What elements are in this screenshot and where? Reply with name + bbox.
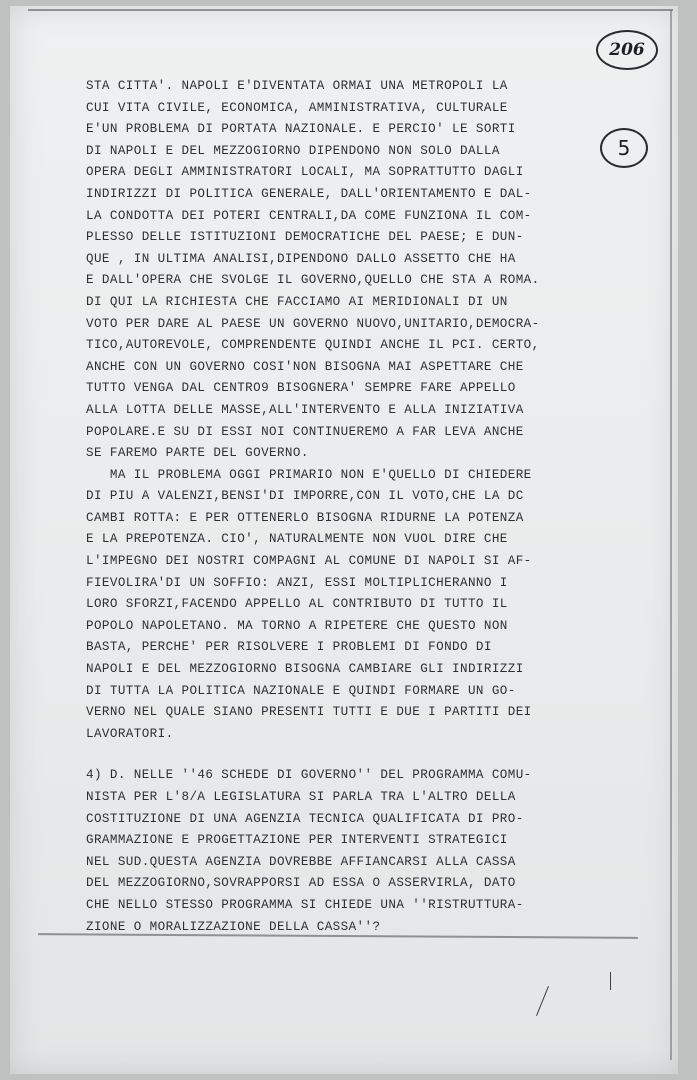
top-page-edge: [28, 9, 673, 11]
text-line: E DALL'OPERA CHE SVOLGE IL GOVERNO,QUELLO CHE STA A ROMA.: [86, 273, 540, 288]
question-line: CHE NELLO STESSO PROGRAMMA SI CHIEDE UNA ''RISTRUTTURA-: [86, 897, 524, 912]
question-line: COSTITUZIONE DI UNA AGENZIA TECNICA QUALIFICATA DI PRO-: [86, 811, 524, 826]
text-line: DI TUTTA LA POLITICA NAZIONALE E QUINDI FORMARE UN GO-: [86, 683, 516, 698]
text-line: VOTO PER DARE AL PAESE UN GOVERNO NUOVO,UNITARIO,DEMOCRA-: [86, 316, 540, 331]
tick-mark: [610, 972, 611, 990]
text-line: POPOLO NAPOLETANO. MA TORNO A RIPETERE CHE QUESTO NON: [86, 618, 508, 633]
text-line: ANCHE CON UN GOVERNO COSI'NON BISOGNA MAI ASPETTARE CHE: [86, 359, 524, 374]
text-line: VERNO NEL QUALE SIANO PRESENTI TUTTI E DUE I PARTITI DEI: [86, 705, 532, 720]
text-line: PLESSO DELLE ISTITUZIONI DEMOCRATICHE DEL PAESE; E DUN-: [86, 230, 524, 245]
text-line: L'IMPEGNO DEI NOSTRI COMPAGNI AL COMUNE DI NAPOLI SI AF-: [86, 554, 532, 569]
text-line: DI QUI LA RICHIESTA CHE FACCIAMO AI MERIDIONALI DI UN: [86, 294, 508, 309]
question-paragraph: [86, 767, 566, 940]
text-line: OPERA DEGLI AMMINISTRATORI LOCALI, MA SOPRATTUTTO DAGLI: [86, 165, 524, 180]
text-line: ALLA LOTTA DELLE MASSE,ALL'INTERVENTO E ALLA INIZIATIVA: [86, 402, 524, 417]
text-line: QUE , IN ULTIMA ANALISI,DIPENDONO DALLO ASSETTO CHE HA: [86, 251, 516, 266]
text-line: STA CITTA'. NAPOLI E'DIVENTATA ORMAI UNA METROPOLI LA: [86, 79, 508, 93]
text-line: SE FAREMO PARTE DEL GOVERNO.: [86, 446, 309, 461]
text-line: E'UN PROBLEMA DI PORTATA NAZIONALE. E PERCIO' LE SORTI: [86, 122, 516, 137]
text-line: E LA PREPOTENZA. CIO', NATURALMENTE NON VUOL DIRE CHE: [86, 532, 508, 547]
body-paragraphs: [86, 78, 566, 747]
text-line: LAVORATORI.: [86, 726, 174, 741]
text-line: MA IL PROBLEMA OGGI PRIMARIO NON E'QUELLO DI CHIEDERE: [86, 467, 532, 482]
text-line: NAPOLI E DEL MEZZOGIORNO BISOGNA CAMBIARE GLI INDIRIZZI: [86, 662, 524, 677]
typewritten-text: [86, 78, 566, 940]
text-line: CUI VITA CIVILE, ECONOMICA, AMMINISTRATIVA, CULTURALE: [86, 100, 508, 115]
question-line: ZIONE O MORALIZZAZIONE DELLA CASSA''?: [86, 919, 381, 934]
text-line: TUTTO VENGA DAL CENTRO9 BISOGNERA' SEMPRE FARE APPELLO: [86, 381, 516, 396]
text-line: LORO SFORZI,FACENDO APPELLO AL CONTRIBUTO DI TUTTO IL: [86, 597, 508, 612]
text-line: LA CONDOTTA DEI POTERI CENTRALI,DA COME FUNZIONA IL COM-: [86, 208, 532, 223]
handwritten-section-number: 5: [600, 128, 648, 168]
text-line: DI NAPOLI E DEL MEZZOGIORNO DIPENDONO NON SOLO DALLA: [86, 143, 500, 158]
text-line: FIEVOLIRA'DI UN SOFFIO: ANZI, ESSI MOLTIPLICHERANNO I: [86, 575, 508, 590]
text-line: POPOLARE.E SU DI ESSI NOI CONTINUEREMO A FAR LEVA ANCHE: [86, 424, 524, 439]
text-line: CAMBI ROTTA: E PER OTTENERLO BISOGNA RIDURNE LA POTENZA: [86, 510, 524, 525]
handwritten-page-number: 206: [596, 30, 658, 70]
text-line: INDIRIZZI DI POLITICA GENERALE, DALL'ORIENTAMENTO E DAL-: [86, 186, 532, 201]
question-line: DEL MEZZOGIORNO,SOVRAPPORSI AD ESSA O ASSERVIRLA, DATO: [86, 876, 516, 891]
text-line: TICO,AUTOREVOLE, COMPRENDENTE QUINDI ANCHE IL PCI. CERTO,: [86, 338, 540, 353]
question-line: GRAMMAZIONE E PROGETTAZIONE PER INTERVENTI STRATEGICI: [86, 833, 508, 848]
question-line: NISTA PER L'8/A LEGISLATURA SI PARLA TRA L'ALTRO DELLA: [86, 790, 516, 804]
text-line: BASTA, PERCHE' PER RISOLVERE I PROBLEMI DI FONDO DI: [86, 640, 492, 655]
right-page-edge: [670, 10, 672, 1060]
text-line: DI PIU A VALENZI,BENSI'DI IMPORRE,CON IL VOTO,CHE LA DC: [86, 489, 524, 504]
paragraph-gap: [86, 747, 566, 767]
question-line: 4) D. NELLE ''46 SCHEDE DI GOVERNO'' DEL PROGRAMMA COMU-: [86, 768, 532, 783]
question-line: NEL SUD.QUESTA AGENZIA DOVREBBE AFFIANCARSI ALLA CASSA: [86, 854, 516, 869]
